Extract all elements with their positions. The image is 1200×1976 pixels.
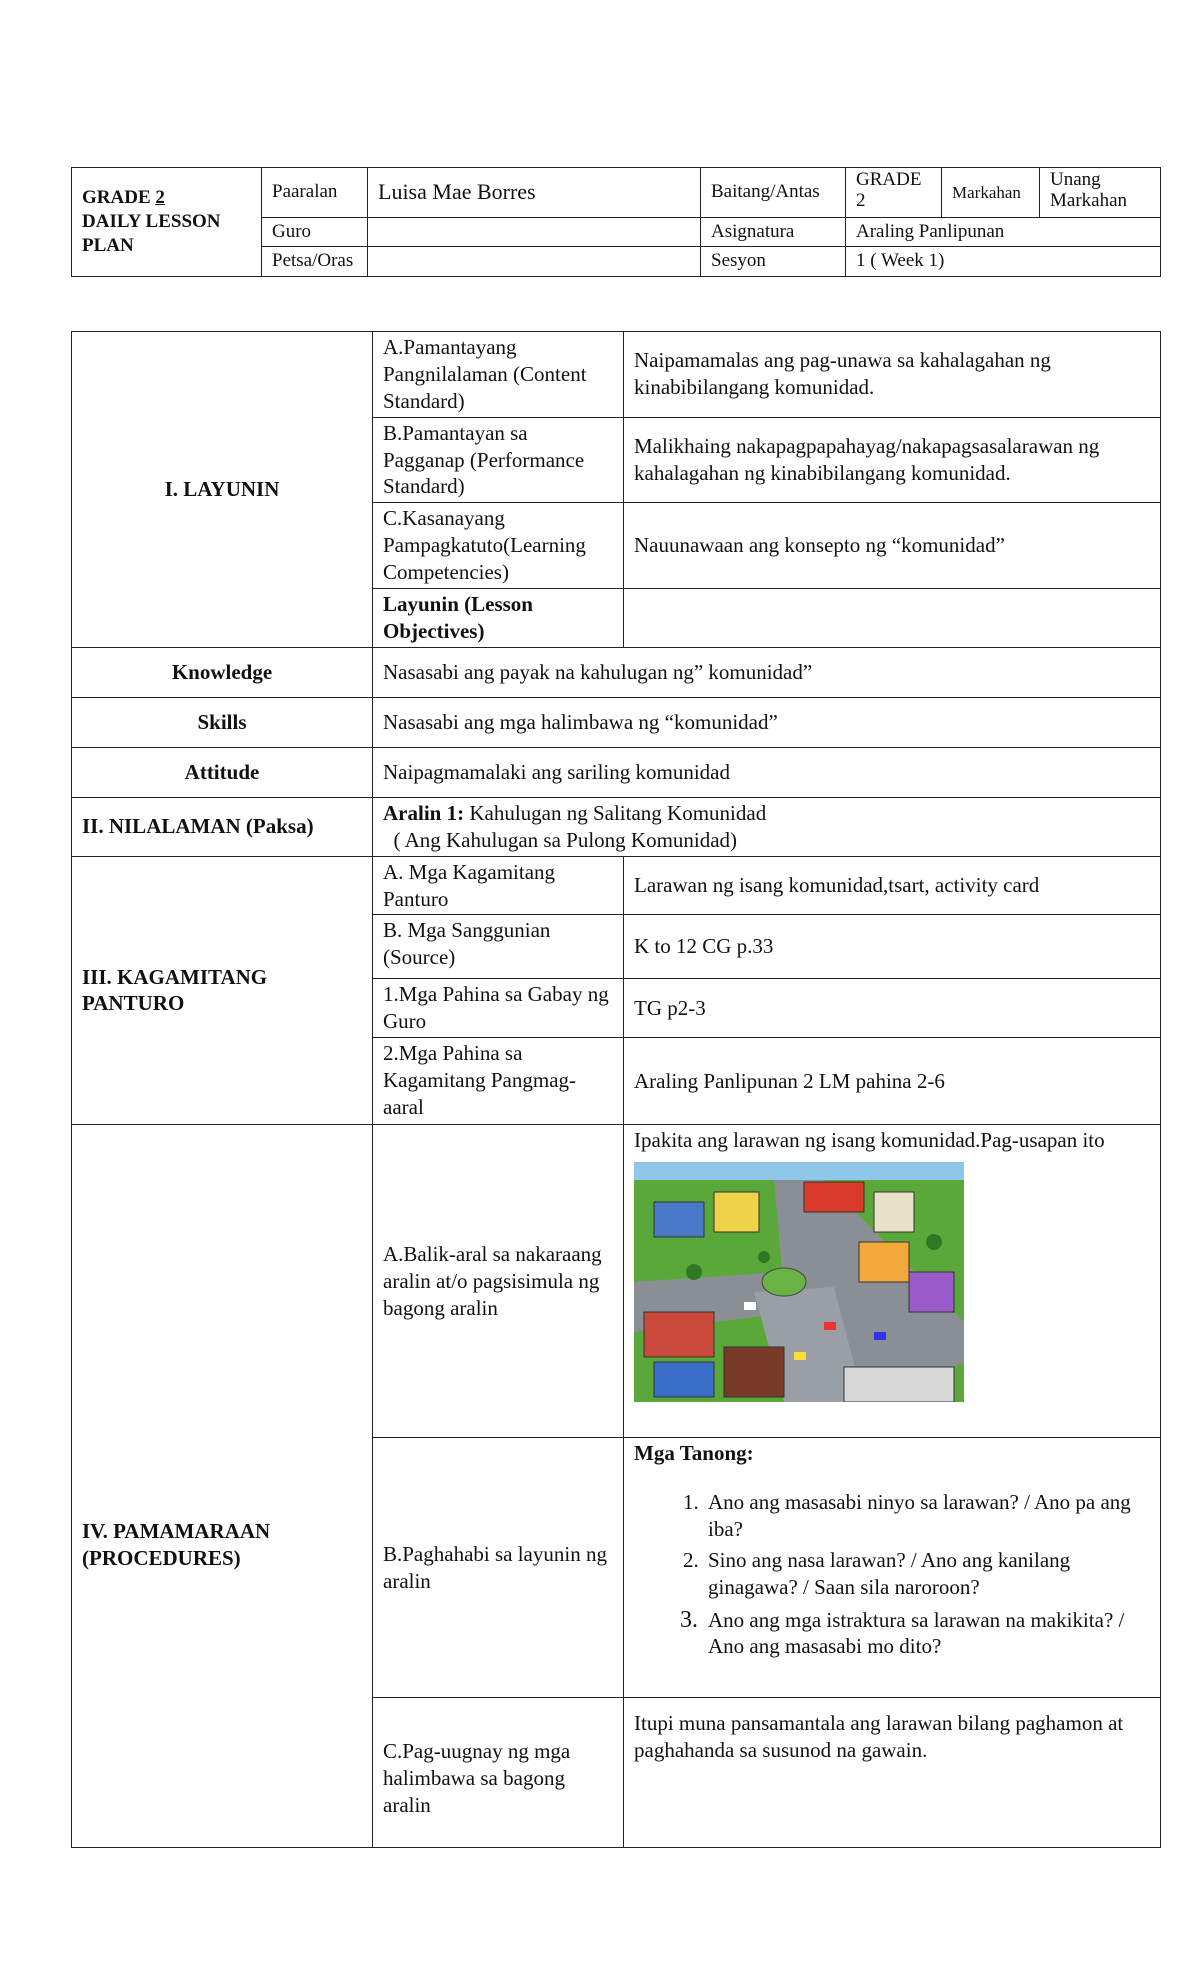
subject-label: Asignatura xyxy=(701,218,846,247)
grade-label: Baitang/Antas xyxy=(701,168,846,218)
quarter-label: Markahan xyxy=(942,168,1040,218)
lesson-plan-table xyxy=(71,331,1161,1848)
community-illustration xyxy=(634,1162,964,1402)
date-label: Petsa/Oras xyxy=(262,247,368,276)
content-standard-value: Naipamamalas ang pag-unawa sa kahalagahan ng kinabibilangang komunidad. xyxy=(624,332,1161,418)
knowledge-value: Nasasabi ang payak na kahulugan ng” komunidad” xyxy=(373,647,1161,697)
pamamaraan-b-cell xyxy=(624,1438,1161,1698)
pamamaraan-a-cell xyxy=(624,1125,1161,1438)
pamamaraan-c-label: C.Pag-uugnay ng mga halimbawa sa bagong aralin xyxy=(373,1698,624,1848)
kagamitan-b-label: B. Mga Sanggunian (Source) xyxy=(373,915,624,979)
teacher-label: Guro xyxy=(262,218,368,247)
kagamitan-a-value: Larawan ng isang komunidad,tsart, activity card xyxy=(624,856,1161,915)
aralin-cell xyxy=(373,797,1161,856)
session-label: Sesyon xyxy=(701,247,846,276)
subject-value: Araling Panlipunan xyxy=(846,218,1161,247)
kagamitan-a-label: A. Mga Kagamitang Panturo xyxy=(373,856,624,915)
school-label: Paaralan xyxy=(262,168,368,218)
header-table xyxy=(71,167,1161,277)
skills-value: Nasasabi ang mga halimbawa ng “komunidad” xyxy=(373,697,1161,747)
kagamitan-c-label: 1.Mga Pahina sa Gabay ng Guro xyxy=(373,979,624,1038)
aralin-title: Kahulugan ng Salitang Komunidad xyxy=(464,800,767,825)
section-pamamaraan: IV. PAMAMARAAN (PROCEDURES) xyxy=(72,1125,373,1848)
pamamaraan-a-value: Ipakita ang larawan ng isang komunidad.Pag-usapan ito xyxy=(634,1128,1105,1153)
kagamitan-c-value: TG p2-3 xyxy=(624,979,1161,1038)
aralin-subtitle: ( Ang Kahulugan sa Pulong Komunidad) xyxy=(393,827,738,852)
grade-value: GRADE 2 xyxy=(846,168,942,218)
question-item: 1. Ano ang masasabi ninyo sa larawan? / Ano pa ang iba? xyxy=(704,1489,1150,1543)
kagamitan-b-value: K to 12 CG p.33 xyxy=(624,915,1161,979)
kagamitan-d-label: 2.Mga Pahina sa Kagamitang Pangmag-aaral xyxy=(373,1038,624,1125)
pamamaraan-a-label: A.Balik-aral sa nakaraang aralin at/o pagsisimula ng bagong aralin xyxy=(373,1125,624,1438)
pamamaraan-c-value: Itupi muna pansamantala ang larawan bilang paghamon at paghahanda sa susunod na gawain. xyxy=(624,1698,1161,1848)
competencies-label: C.Kasanayang Pampagkatuto(Learning Competencies) xyxy=(373,503,624,589)
section-nilalaman: II. NILALAMAN (Paksa) xyxy=(72,797,373,856)
competencies-value: Nauunawaan ang konsepto ng “komunidad” xyxy=(624,503,1161,589)
objectives-value xyxy=(624,588,1161,647)
pamamaraan-b-label: B.Paghahabi sa layunin ng aralin xyxy=(373,1438,624,1698)
content-standard-label: A.Pamantayang Pangnilalaman (Content Standard) xyxy=(373,332,624,418)
kagamitan-d-value: Araling Panlipunan 2 LM pahina 2-6 xyxy=(624,1038,1161,1125)
questions-heading: Mga Tanong: xyxy=(634,1441,754,1466)
section-kagamitan: III. KAGAMITANG PANTURO xyxy=(72,856,373,1125)
question-item: 2. Sino ang nasa larawan? / Ano ang kanilang ginagawa? / Saan sila naroroon? xyxy=(704,1547,1150,1601)
attitude-value: Naipagmamalaki ang sariling komunidad xyxy=(373,747,1161,797)
school-value: Luisa Mae Borres xyxy=(368,168,701,218)
knowledge-label: Knowledge xyxy=(72,647,373,697)
performance-standard-value: Malikhaing nakapagpapahayag/nakapagsasalarawan ng kahalagahan ng kinabibilangang komunidad. xyxy=(624,417,1161,503)
questions-list xyxy=(634,1489,1150,1660)
skills-label: Skills xyxy=(72,697,373,747)
teacher-value xyxy=(368,218,701,247)
aralin-number: Aralin 1: xyxy=(383,800,465,825)
section-layunin: I. LAYUNIN xyxy=(72,332,373,648)
attitude-label: Attitude xyxy=(72,747,373,797)
plan-title: GRADE 2 DAILY LESSON PLAN xyxy=(72,168,262,277)
objectives-label: Layunin (Lesson Objectives) xyxy=(373,588,624,647)
question-item: 3. Ano ang mga istraktura sa larawan na makikita? / Ano ang masasabi mo dito? xyxy=(704,1605,1150,1661)
date-value xyxy=(368,247,701,276)
quarter-value: Unang Markahan xyxy=(1040,168,1161,218)
performance-standard-label: B.Pamantayan sa Pagganap (Performance Standard) xyxy=(373,417,624,503)
session-value: 1 ( Week 1) xyxy=(846,247,1161,276)
